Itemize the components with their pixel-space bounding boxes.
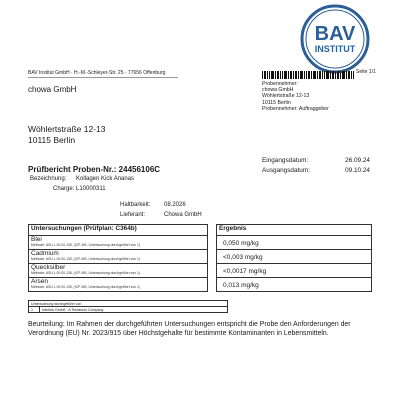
sample-info-line: chowa GmbH <box>262 87 294 94</box>
sender-divider <box>28 77 178 78</box>
results-table <box>28 224 372 292</box>
table-row <box>29 236 372 250</box>
sample-info-line: 10115 Berlin <box>262 99 291 106</box>
analyte-result: 0,050 mg/kg <box>217 236 372 250</box>
col-examinations: Untersuchungen (Prüfplan: C364b) <box>29 225 208 236</box>
shelf-life-label: Haltbarkeit: <box>120 202 151 208</box>
analyte-name: Blei <box>31 236 42 243</box>
table-row <box>29 264 372 278</box>
issue-date-label: Ausgangsdatum: <box>262 167 310 174</box>
sample-info-line: Probennehmer: <box>262 81 298 87</box>
col-result: Ergebnis <box>217 225 372 236</box>
subcontract-header: Untersuchung durchgeführt von <box>29 301 228 307</box>
shelf-life-value: 08.2026 <box>164 202 186 208</box>
sample-info-box <box>262 81 329 112</box>
charge-label: Charge: <box>53 186 75 192</box>
report-title: Prüfbericht Proben-Nr.: 24456106C <box>28 165 161 174</box>
analyte-name: Cadmium <box>31 250 59 257</box>
table-row <box>29 250 372 264</box>
bav-logo <box>300 4 370 74</box>
supplier-label: Lieferant: <box>120 212 146 218</box>
analyte-method: Methode: ASU L 00.00-135, (ICP-MS, Untersuchung durchgeführt von 1) <box>31 271 140 275</box>
recipient-company: chowa GmbH <box>28 85 77 94</box>
sample-info-line: Wöhlertstraße 12-13 <box>262 93 310 100</box>
page-number: Seite 1/1 <box>356 69 376 75</box>
analyte-name: Quecksilber <box>31 264 66 271</box>
designation-label: Bezeichnung: <box>30 176 67 182</box>
sample-info-line: Probennehmer: Auftraggeber <box>262 105 329 112</box>
received-date-value: 26.09.24 <box>345 157 370 164</box>
subcontract-table <box>28 300 228 313</box>
analyte-method: Methode: ASU L 00.00-135, (ICP-MS, Untersuchung durchgeführt von 1) <box>31 243 140 247</box>
analyte-method: Methode: ASU L 00.00-135, (ICP-MS, Untersuchung durchgeführt von 1) <box>31 285 140 289</box>
charge-value: L10000311 <box>76 186 106 192</box>
table-row <box>29 278 372 292</box>
analyte-result: <0,003 mg/kg <box>217 250 372 264</box>
supplier-value: Chowa GmbH <box>164 212 202 218</box>
recipient-city: 10115 Berlin <box>28 135 76 145</box>
analyte-method: Methode: ASU L 00.00-135, (ICP-MS, Untersuchung durchgeführt von 1) <box>31 257 140 261</box>
svg-text:BAV: BAV <box>314 23 356 45</box>
analyte-result: <0,0017 mg/kg <box>217 264 372 278</box>
svg-text:INSTITUT: INSTITUT <box>314 44 356 54</box>
analyte-name: Arsen <box>31 278 48 285</box>
received-date-label: Eingangsdatum: <box>262 157 309 164</box>
sender-line: BAV Institut GmbH · H.-M.-Schleyer-Str. 25 · 77656 Offenburg <box>28 70 166 76</box>
analyte-result: 0,013 mg/kg <box>217 278 372 292</box>
results-header-row <box>29 225 372 236</box>
assessment-text: Beurteilung: Im Rahmen der durchgeführten Untersuchungen entspricht die Probe den Anforderungen der Verordnung (EU) Nr. 2023/915 über Höchstgehalte für bestimmte Kontaminanten in Lebensmitteln. <box>28 321 351 338</box>
designation-value: Kollagen Kick Ananas <box>76 176 135 182</box>
recipient-street: Wöhlertstraße 12-13 <box>28 124 106 134</box>
subcontract-number: 1 <box>29 307 40 313</box>
subcontract-entity: Intertek GmbH · A Tentamus Company <box>40 307 228 313</box>
issue-date-value: 09.10.24 <box>345 167 370 174</box>
barcode <box>262 66 354 74</box>
